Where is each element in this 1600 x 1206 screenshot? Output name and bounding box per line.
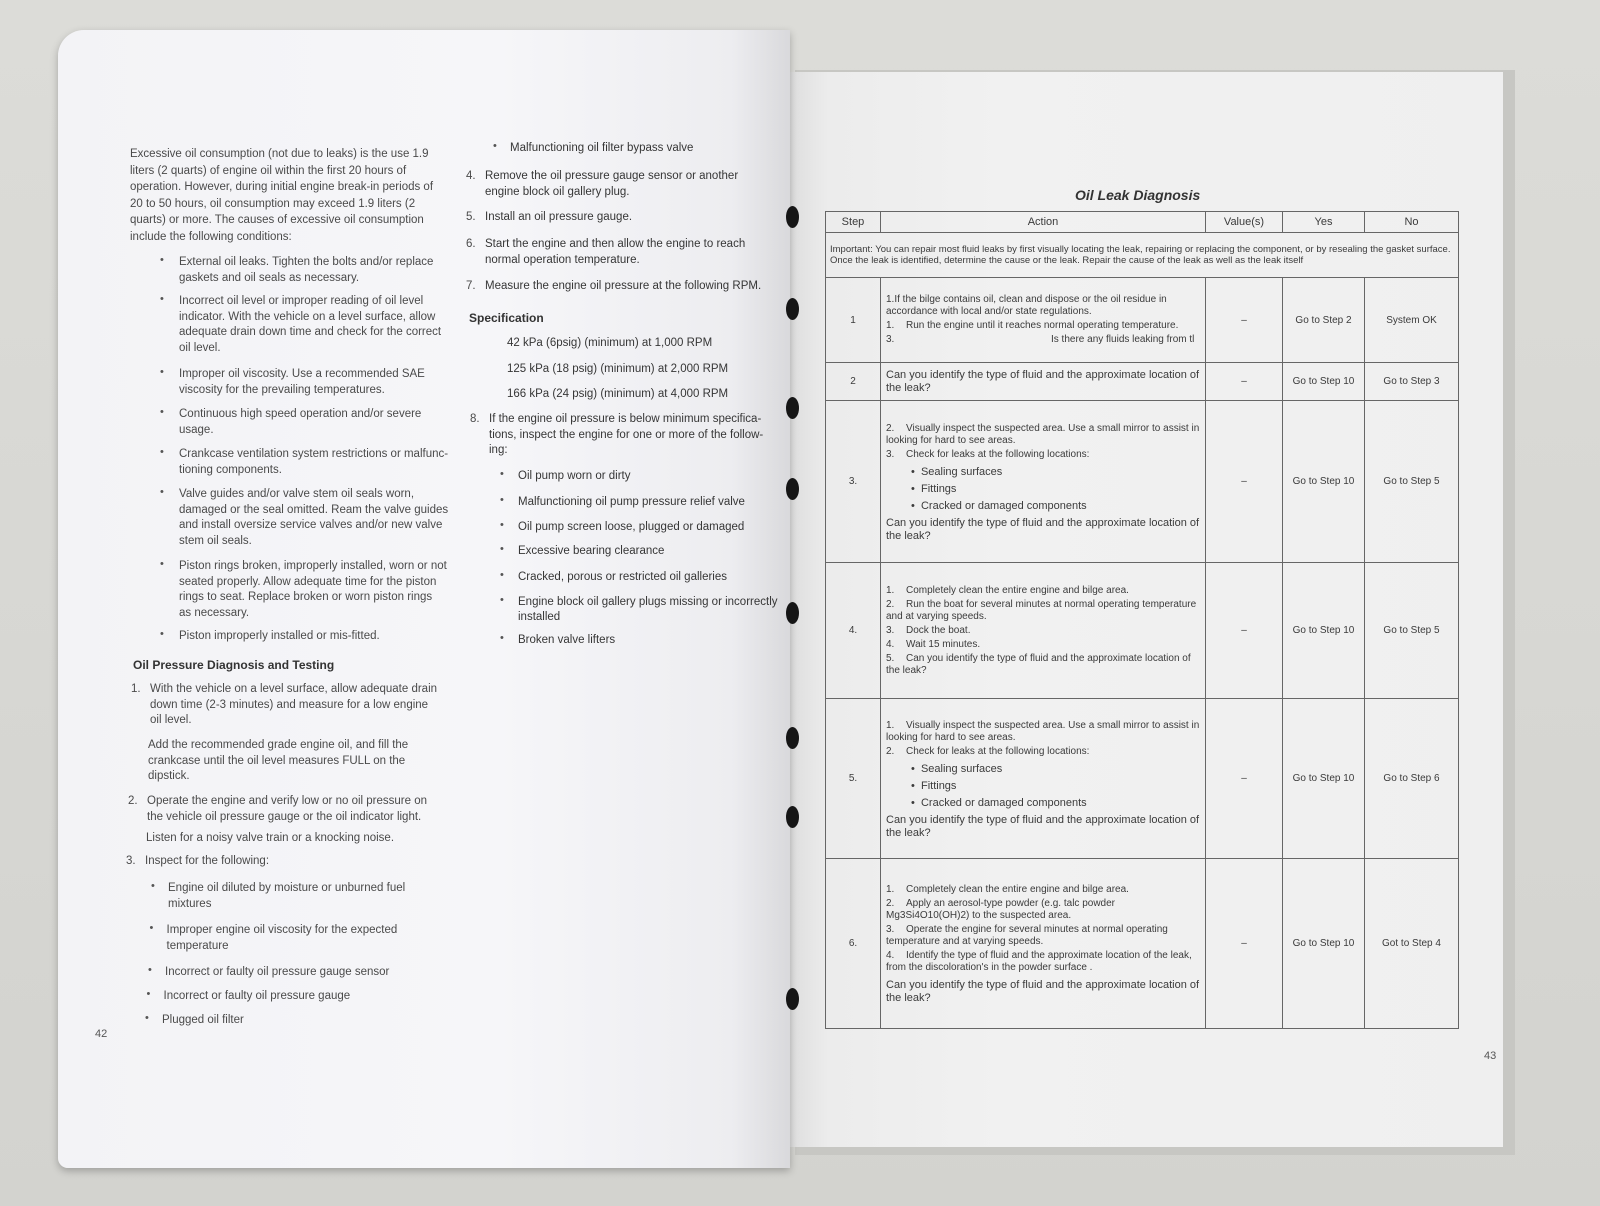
action-number: 2. <box>886 422 895 434</box>
action-text: Wait 15 minutes. <box>906 638 981 650</box>
bullet-icon: • <box>500 468 504 480</box>
value-cell: – <box>1206 401 1283 563</box>
no-cell: Got to Step 4 <box>1365 859 1459 1029</box>
value-cell: – <box>1206 859 1283 1029</box>
step-number: 7. <box>466 280 476 292</box>
action-text: Check for leaks at the following locations: <box>906 448 1090 460</box>
inspect-line: Oil pump screen loose, plugged or damaged <box>518 521 745 533</box>
action-text: Identify the type of fluid and the approximate location of the leak, from the discoloration's in the powder surface . <box>886 950 1192 973</box>
cause-line: Valve guides and/or valve stem oil seals worn, <box>179 488 415 500</box>
binding-hole <box>786 988 799 1010</box>
step-line: Install an oil pressure gauge. <box>485 211 633 223</box>
yes-cell: Go to Step 10 <box>1283 699 1365 859</box>
bullet-icon: • <box>160 366 164 378</box>
inspect-line: Incorrect or faulty oil pressure gauge <box>163 990 351 1002</box>
action-bullet: • Sealing surfaces <box>911 762 1003 775</box>
step-line: Start the engine and then allow the engine to reach <box>485 238 746 250</box>
bullet-icon: • <box>500 519 504 531</box>
cause-line: Incorrect oil level or improper reading of oil level <box>179 295 424 307</box>
cause-line: usage. <box>179 423 214 436</box>
action-cell <box>881 401 1206 563</box>
spec-line: 42 kPa (6psig) (minimum) at 1,000 RPM <box>507 337 713 349</box>
binding-hole <box>786 298 799 320</box>
cause-line: gaskets and oil seals as necessary. <box>179 271 360 284</box>
cause-line: External oil leaks. Tighten the bolts and/or replace <box>179 256 434 268</box>
step-line: If the engine oil pressure is below minimum specifica- <box>489 413 762 425</box>
inspect-line: Incorrect or faulty oil pressure gauge sensor <box>165 966 390 978</box>
action-text: Can you identify the type of fluid and the approximate location of the leak? <box>886 652 1191 676</box>
value-cell: – <box>1206 699 1283 859</box>
action-number: 2. <box>886 598 895 610</box>
step-number: 5. <box>466 211 476 223</box>
table-row <box>826 699 1459 859</box>
step-cell: 1 <box>826 278 881 363</box>
binding-hole <box>786 206 799 228</box>
action-cell <box>881 859 1206 1029</box>
step-line: With the vehicle on a level surface, allow adequate drain <box>150 683 438 695</box>
step-line: engine block oil gallery plug. <box>485 186 630 198</box>
action-number: 1. <box>886 719 895 731</box>
action-text: Run the boat for several minutes at normal operating temperature and at varying speeds. <box>886 598 1197 622</box>
step-line: down time (2-3 minutes) and measure for a low engine <box>150 698 429 711</box>
cause-line: viscosity for the prevailing temperatures. <box>179 383 385 396</box>
inspect-line: Plugged oil filter <box>162 1014 244 1026</box>
spec-line: 125 kPa (18 psig) (minimum) at 2,000 RPM <box>507 363 729 375</box>
bullet-icon: • <box>500 594 504 606</box>
cause-line: seated properly. Allow adequate time for the piston <box>179 575 437 588</box>
bullet-icon: • <box>160 486 164 498</box>
inspect-line: Oil pump worn or dirty <box>518 470 631 482</box>
value-cell: – <box>1206 363 1283 401</box>
cause-line: damaged or the seal omitted. Ream the valve guides <box>179 503 449 516</box>
inspect-line: installed <box>518 611 561 623</box>
right-page-number: 43 <box>1484 1050 1497 1062</box>
no-cell: Go to Step 5 <box>1365 563 1459 699</box>
bullet-icon: • <box>500 569 504 581</box>
bullet-icon: • <box>493 140 497 152</box>
important-row <box>826 233 1459 278</box>
bullet-icon: • <box>160 293 164 305</box>
bullet-icon: • <box>160 254 164 266</box>
important-note: Important: You can repair most fluid leaks by first visually locating the leak, repairing or replacing the component, or by resealing the gasket surface. Once the leak is identified, determine the cause or the leak. Repair the cause of the leak as well as the leak itself <box>826 233 1459 278</box>
step-line: the vehicle oil pressure gauge or the oil indicator light. <box>147 810 422 823</box>
inspect-line: temperature <box>166 939 229 952</box>
no-cell: Go to Step 6 <box>1365 699 1459 859</box>
cause-line: adequate drain down time and check for the correct <box>179 326 442 338</box>
action-number: 5. <box>886 652 895 664</box>
action-question: Can you identify the type of fluid and the approximate location of the leak? <box>886 979 1200 1004</box>
binding-hole <box>786 806 799 828</box>
table-row <box>826 363 1459 401</box>
binding-hole <box>786 397 799 419</box>
cause-line: indicator. With the vehicle on a level surface, allow <box>179 310 436 323</box>
action-bullet: • Cracked or damaged components <box>911 499 1087 512</box>
cause-line: Piston improperly installed or mis-fitted. <box>179 630 380 642</box>
step-cell: 4. <box>826 563 881 699</box>
cause-line: Continuous high speed operation and/or severe <box>179 408 422 420</box>
action-text: Visually inspect the suspected area. Use a small mirror to assist in looking for hard to see areas. <box>886 422 1200 446</box>
intro-line: liters (2 quarts) of engine oil within the first 20 hours of <box>130 164 407 177</box>
spec-line: 166 kPa (24 psig) (minimum) at 4,000 RPM <box>507 388 729 400</box>
bullet-icon: • <box>500 632 504 644</box>
cause-line: Improper oil viscosity. Use a recommended SAE <box>179 368 425 380</box>
no-cell: System OK <box>1365 278 1459 363</box>
note-line: dipstick. <box>148 770 190 782</box>
inspect-line: Cracked, porous or restricted oil galleries <box>518 571 728 583</box>
table-row <box>826 859 1459 1029</box>
action-cell <box>881 363 1206 401</box>
action-text: Dock the boat. <box>906 624 971 636</box>
bullet-icon: • <box>160 558 164 570</box>
bullet-icon: • <box>151 880 155 892</box>
oil-leak-diagnosis-table <box>825 211 1459 1029</box>
action-question: Can you identify the type of fluid and the approximate location of the leak? <box>886 813 1200 839</box>
bullet-icon: • <box>149 922 154 934</box>
binding-hole <box>786 602 799 624</box>
action-cell <box>881 278 1206 363</box>
value-cell: – <box>1206 278 1283 363</box>
note-line: Listen for a noisy valve train or a knocking noise. <box>146 832 395 844</box>
intro-line: operation. However, during initial engine break-in periods of <box>130 181 434 193</box>
step-cell: 3. <box>826 401 881 563</box>
action-bullet: • Cracked or damaged components <box>911 796 1087 809</box>
inspect-line: Improper engine oil viscosity for the expected <box>166 924 398 936</box>
header-action: Action <box>881 212 1206 233</box>
table-row <box>826 401 1459 563</box>
step-line: Measure the engine oil pressure at the following RPM. <box>485 280 762 292</box>
yes-cell: Go to Step 10 <box>1283 563 1365 699</box>
binding-hole <box>786 478 799 500</box>
cause-line: stem oil seals. <box>179 534 252 547</box>
step-line: oil level. <box>150 714 192 726</box>
bullet-icon: • <box>160 628 164 640</box>
action-text: Operate the engine for several minutes at normal operating temperature and at varying speeds. <box>886 924 1168 947</box>
inspect-line: Engine block oil gallery plugs missing or incorrectly <box>518 596 778 608</box>
section-heading: Oil Pressure Diagnosis and Testing <box>133 658 335 672</box>
step-line: ing: <box>489 444 508 456</box>
action-bullet: • Fittings <box>911 482 957 495</box>
bullet-icon: • <box>500 494 504 506</box>
left-page-number: 42 <box>95 1028 108 1040</box>
table-title: Oil Leak Diagnosis <box>1075 187 1201 203</box>
yes-cell: Go to Step 10 <box>1283 363 1365 401</box>
cause-line: tioning components. <box>179 463 282 476</box>
step-line: Remove the oil pressure gauge sensor or another <box>485 170 739 182</box>
cause-line: rings to seat. Replace broken or worn piston rings <box>179 591 433 603</box>
bullet-icon: • <box>146 988 151 1000</box>
action-cell <box>881 563 1206 699</box>
bullet-icon: • <box>160 406 164 418</box>
cause-line: Piston rings broken, improperly installed, worn or not <box>179 560 447 572</box>
table-row <box>826 278 1459 363</box>
action-number: 1. <box>886 584 895 596</box>
action-bullet: • Sealing surfaces <box>911 465 1003 478</box>
action-number: 1. <box>886 320 895 331</box>
yes-cell: Go to Step 10 <box>1283 859 1365 1029</box>
intro-line: quarts) or more. The causes of excessive oil consumption <box>130 214 424 226</box>
step-cell: 6. <box>826 859 881 1029</box>
step-line: Operate the engine and verify low or no oil pressure on <box>147 795 427 807</box>
action-text: Is there any fluids leaking from tl <box>1051 334 1195 345</box>
header-no: No <box>1365 212 1459 233</box>
step-line: Inspect for the following: <box>145 855 270 867</box>
action-text: Check for leaks at the following locations: <box>906 745 1090 757</box>
action-number: 4. <box>886 638 895 650</box>
cause-line: Crankcase ventilation system restrictions or malfunc- <box>179 448 449 460</box>
intro-line: 20 to 50 hours, oil consumption may exceed 1.9 liters (2 <box>130 197 416 210</box>
table-row <box>826 563 1459 699</box>
action-cell <box>881 699 1206 859</box>
action-text: Completely clean the entire engine and bilge area. <box>906 584 1129 596</box>
step-number: 4. <box>466 170 476 182</box>
action-text: 1.If the bilge contains oil, clean and dispose or the oil residue in accordance with local and/or state regulations. <box>886 294 1167 317</box>
intro-line: include the following conditions: <box>130 230 292 243</box>
header-yes: Yes <box>1283 212 1365 233</box>
action-number: 3. <box>886 924 895 935</box>
step-number: 2. <box>128 795 138 807</box>
step-cell: 2 <box>826 363 881 401</box>
step-number: 1. <box>131 683 141 695</box>
inspect-line: Malfunctioning oil pump pressure relief valve <box>518 496 745 508</box>
action-bullet: • Fittings <box>911 779 957 792</box>
action-question: Can you identify the type of fluid and the approximate location of the leak? <box>886 516 1200 542</box>
cause-line: as necessary. <box>179 606 250 619</box>
inspect-line: Malfunctioning oil filter bypass valve <box>510 142 694 154</box>
no-cell: Go to Step 5 <box>1365 401 1459 563</box>
step-line: normal operation temperature. <box>485 254 640 266</box>
header-step: Step <box>826 212 881 233</box>
action-number: 3. <box>886 334 895 345</box>
intro-line: Excessive oil consumption (not due to leaks) is the use 1.9 <box>130 148 429 160</box>
yes-cell: Go to Step 10 <box>1283 401 1365 563</box>
action-text: Apply an aerosol-type powder (e.g. talc powder Mg3Si4O10(OH)2) to the suspected area. <box>886 898 1116 921</box>
action-number: 4. <box>886 950 895 961</box>
action-text: Visually inspect the suspected area. Use a small mirror to assist in looking for hard to see areas. <box>886 719 1200 743</box>
inspect-line: Broken valve lifters <box>518 634 616 646</box>
header-values: Value(s) <box>1206 212 1283 233</box>
step-number: 6. <box>466 238 476 250</box>
step-number: 8. <box>470 413 480 425</box>
table-header-row <box>826 212 1459 233</box>
spec-heading: Specification <box>469 311 544 325</box>
bullet-icon: • <box>160 446 164 458</box>
step-number: 3. <box>126 855 136 867</box>
action-number: 3. <box>886 624 895 636</box>
action-text: Run the engine until it reaches normal operating temperature. <box>906 320 1179 331</box>
note-line: Add the recommended grade engine oil, and fill the <box>148 739 409 751</box>
no-cell: Go to Step 3 <box>1365 363 1459 401</box>
cause-line: oil level. <box>179 341 221 354</box>
action-number: 2. <box>886 745 895 757</box>
action-number: 1. <box>886 884 895 895</box>
inspect-line: Excessive bearing clearance <box>518 545 665 557</box>
note-line: crankcase until the oil level measures FULL on the <box>148 754 406 767</box>
action-number: 2. <box>886 898 895 909</box>
cause-line: and install oversize service valves and/or new valve <box>179 519 443 531</box>
yes-cell: Go to Step 2 <box>1283 278 1365 363</box>
action-number: 3. <box>886 448 895 460</box>
inspect-line: mixtures <box>168 897 212 910</box>
binding-hole <box>786 727 799 749</box>
step-line: tions, inspect the engine for one or more of the follow- <box>489 428 764 441</box>
action-question: Can you identify the type of fluid and the approximate location of the leak? <box>886 368 1200 394</box>
bullet-icon: • <box>148 964 152 976</box>
step-cell: 5. <box>826 699 881 859</box>
value-cell: – <box>1206 563 1283 699</box>
action-text: Completely clean the entire engine and bilge area. <box>906 884 1129 895</box>
inspect-line: Engine oil diluted by moisture or unburned fuel <box>168 882 406 894</box>
bullet-icon: • <box>145 1012 149 1024</box>
bullet-icon: • <box>500 543 504 555</box>
